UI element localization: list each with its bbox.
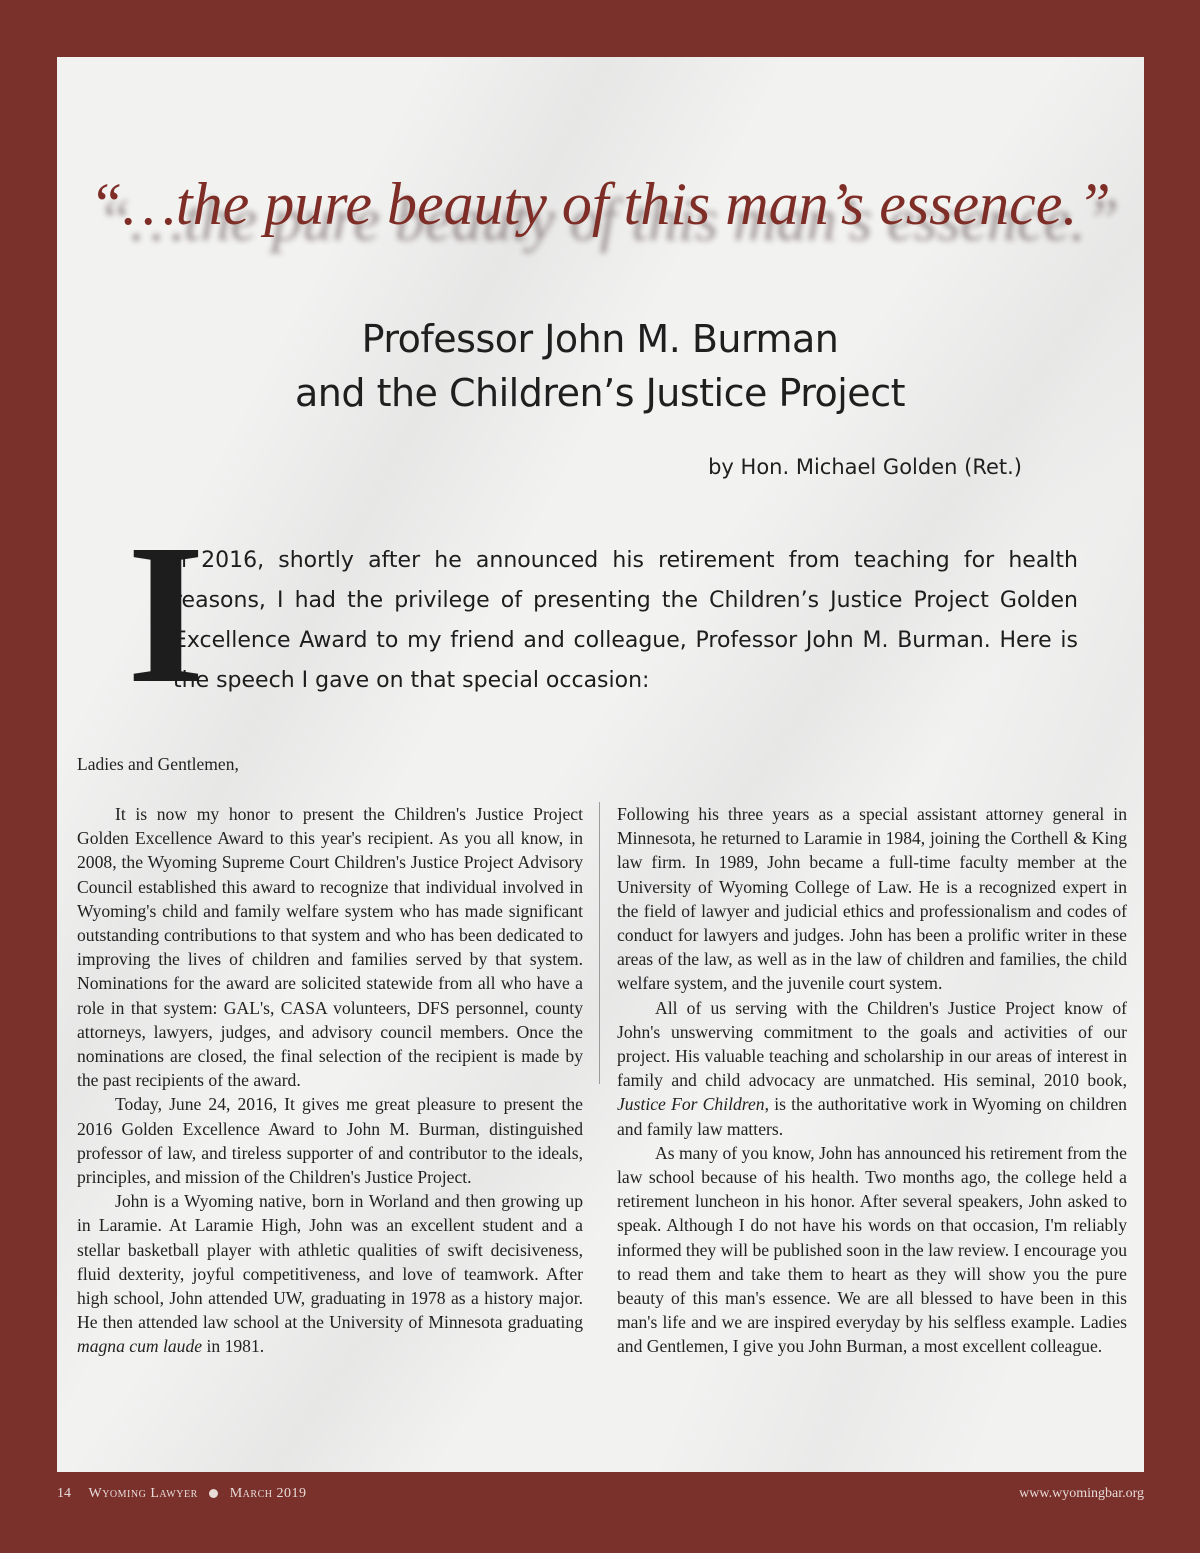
left-paragraph-3 (77, 1189, 583, 1358)
issue-date: March 2019 (229, 1486, 307, 1501)
right-p2-text-a: All of us serving with the Children's Justice Project know of John's unswerving commitment to the goals and activities of our project. His valuable teaching and scholarship in our areas of interest in family and child advocacy are unmatched. His seminal, 2010 book, (617, 997, 1127, 1091)
right-paragraph-3: As many of you know, John has announced his retirement from the law school because of his health. Two months ago, the college held a retirement luncheon in his honor. After several speakers, John asked to speak. Although I do not have his words on that occasion, I'm reliably informed they will be published soon in the law review. I encourage you to read them and take them to heart as they will show you the pure beauty of this man's essence. We are all blessed to have been in this man's life and we are inspired everyday by his selfless example. Ladies and Gentlemen, I give you John Burman, a most excellent colleague. (617, 1142, 1127, 1357)
pull-quote: “…the pure beauty of this man’s essence.” (89, 171, 1111, 237)
left-column (77, 802, 583, 1359)
intro-paragraph: n 2016, shortly after he announced his retirement from teaching for health reasons, I had the privilege of presenting the Children’s Justice Project Golden Excellence Award to my friend and colleague, Professor John M. Burman. Here is the speech I gave on that special occasion: (173, 548, 1078, 693)
article-title (0, 312, 1200, 420)
left-paragraph-1: It is now my honor to present the Children's Justice Project Golden Excellence Award to this year's recipient. As you all know, in 2008, the Wyoming Supreme Court Children's Justice Project Advisory Council established this award to recognize that individual involved in Wyoming's child and family welfare system who has made significant outstanding contributions to that system and who has been dedicated to improving the lives of children and families served by that system. Nominations for the award are solicited statewide from all who have a role in that system: GAL's, CASA volunteers, DFS personnel, county attorneys, lawyers, judges, and advisory council members. Once the nominations are closed, the final selection of the recipient is made by the past recipients of the award. (77, 804, 583, 1091)
title-line-1: Professor John M. Burman (361, 317, 839, 361)
byline: by Hon. Michael Golden (Ret.) (708, 455, 1022, 479)
page-number: 14 (57, 1486, 71, 1501)
column-divider (599, 802, 600, 1084)
salutation: Ladies and Gentlemen, (77, 754, 239, 774)
bullet-icon (209, 1489, 218, 1498)
title-line-2: and the Children’s Justice Project (295, 371, 905, 415)
publication-name: Wyoming Lawyer (88, 1486, 198, 1501)
right-paragraph-1: Following his three years as a special assistant attorney general in Minnesota, he returned to Laramie in 1984, joining the Corthell & King law firm. In 1989, John became a full-time faculty member at the University of Wyoming College of Law. He is a recognized expert in the field of lawyer and judicial ethics and professionalism and codes of conduct for lawyers and judges. John has been a prolific writer in these areas of the law, as well as in the law of children and families, the child welfare system, and the juvenile court system. (617, 804, 1127, 994)
footer-website: www.wyomingbar.org (1019, 1486, 1144, 1501)
right-p2-text-b: , is the authoritative work in Wyoming on children and family law matters. (617, 1094, 1127, 1139)
left-p3-text-a: John is a Wyoming native, born in Worland and then growing up in Laramie. At Laramie High, John was an excellent student and a stellar basketball player with athletic qualities of swift decisiveness, fluid dexterity, joyful competitiveness, and love of teamwork. After high school, John attended UW, graduating in 1978 as a history major. He then attended law school at the University of Minnesota graduating (77, 1191, 583, 1333)
left-paragraph-2: Today, June 24, 2016, It gives me great pleasure to present the 2016 Golden Excellence Award to John M. Burman, distinguished professor of law, and tireless supporter of and contributor to the ideals, principles, and mission of the Children's Justice Project. (77, 1094, 583, 1188)
left-p3-italic: magna cum laude (77, 1336, 203, 1357)
footer-left (57, 1486, 306, 1502)
right-p2-italic: Justice For Children (617, 1094, 765, 1115)
right-paragraph-2 (617, 996, 1127, 1141)
right-column (617, 802, 1127, 1359)
drop-cap: I (127, 504, 205, 725)
left-p3-text-b: in 1981. (202, 1336, 265, 1357)
